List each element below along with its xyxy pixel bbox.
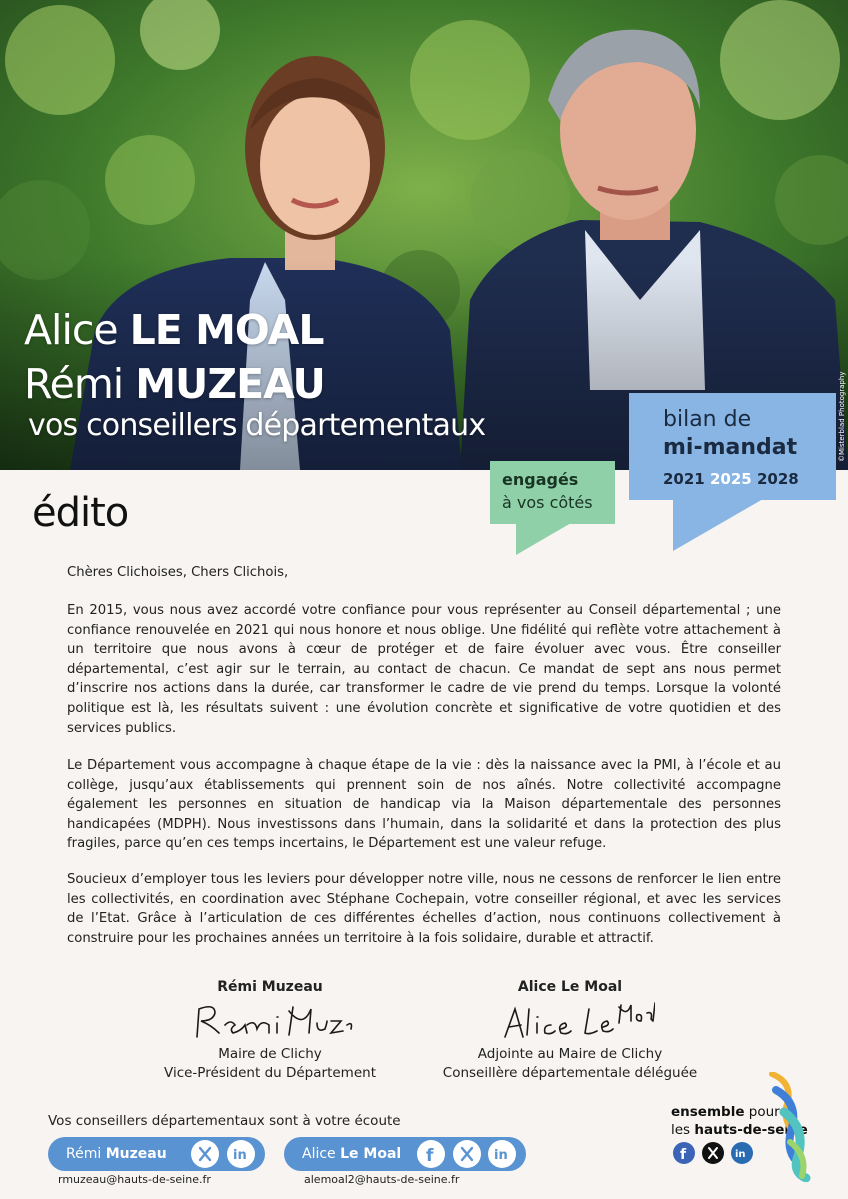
photo-credit: ©Misterblad Photography <box>838 371 846 462</box>
bilan-bubble <box>629 393 836 500</box>
ensemble-tagline: ensemble pour les hauts-de-seine <box>671 1104 808 1138</box>
paragraph-1: En 2015, vous nous avez accordé votre confiance pour vous représenter au Conseil départemental ; une confiance renouvelée en 2021 qui nous honore et nous oblige. Une fidélité qui reflète votre attachement à un territoire que nous avons à cœur de protéger et de faire évoluer avec vous. Être conseiller départemental, c’est agir sur le terrain, au contact de chacun. Ce mandat de sept ans nous permet d’inscrire nos actions dans la durée, car transformer le cadre de vie prend du temps. Lorsque la volonté politique est là, les résultats suivent : une évolution concrète et significative de votre quotidien et des services publics. <box>67 603 781 736</box>
role-remi-1: Maire de Clichy <box>218 1046 322 1062</box>
signature-remi <box>140 979 400 1083</box>
name-alice: Alice LE MOAL <box>24 306 324 354</box>
handwritten-signature-alice <box>485 999 655 1043</box>
hauts-de-seine-logo-icon <box>762 1072 812 1182</box>
linkedin-icon[interactable] <box>731 1142 753 1164</box>
linkedin-icon[interactable] <box>227 1140 255 1168</box>
contact-pill-alice <box>284 1137 526 1171</box>
signature-alice <box>440 979 700 1083</box>
paragraph-3: Soucieux d’employer tous les leviers pour développer notre ville, nous ne cessons de renforcer le lien entre les collectivités, en coordination avec Stéphane Cochepain, votre conseiller régional, et avec les services de l’Etat. Grâce à l’articulation de ces différentes échelles d’action, nous continuons collectivement à construire pour les prochaines années un territoire à la fois solidaire, durable et attractif. <box>67 872 781 946</box>
listening-text: Vos conseillers départementaux sont à votre écoute <box>48 1113 401 1129</box>
svg-text:f: f <box>426 1146 434 1166</box>
engages-line1: engagés <box>502 470 579 489</box>
engages-bubble-tail <box>516 523 571 555</box>
salutation: Chères Clichoises, Chers Clichois, <box>67 565 289 580</box>
paragraph-2: Le Département vous accompagne à chaque étape de la vie : dès la naissance avec la PMI, à l’école et au collège, jusqu’aux établissements qui prennent soin de nos aînés. Notre collectivité accompagne également les personnes en situation de handicap via la Maison départementale des personnes handicapées (MDPH). Nous investissons dans l’humain, dans la solidarité et dans la protection des plus fragiles, parce qu’en ces temps incertains, le Département est une valeur refuge. <box>67 758 781 852</box>
x-icon[interactable] <box>191 1140 219 1168</box>
svg-text:in: in <box>233 1148 247 1163</box>
contact-name-remi: Rémi Muzeau <box>66 1146 167 1162</box>
svg-text:in: in <box>735 1149 746 1160</box>
bilan-line1: bilan de <box>663 407 752 432</box>
bilan-years: 2021 2025 2028 <box>663 470 799 488</box>
name-remi: Rémi MUZEAU <box>24 360 325 408</box>
signer-name-remi: Rémi Muzeau <box>217 979 323 995</box>
svg-text:f: f <box>680 1147 687 1163</box>
contact-name-alice: Alice Le Moal <box>302 1146 402 1162</box>
handwritten-signature-remi <box>185 999 355 1043</box>
engages-line2: à vos côtés <box>502 493 593 512</box>
svg-text:in: in <box>494 1148 508 1163</box>
x-icon[interactable] <box>453 1140 481 1168</box>
role-remi-2: Vice-Président du Département <box>164 1065 376 1081</box>
hero-subtitle: vos conseillers départementaux <box>28 408 486 443</box>
edito-title: édito <box>32 490 129 536</box>
linkedin-icon[interactable] <box>488 1140 516 1168</box>
email-alice[interactable]: alemoal2@hauts-de-seine.fr <box>304 1173 460 1186</box>
role-alice-2: Conseillère départementale déléguée <box>442 1065 698 1081</box>
role-alice-1: Adjointe au Maire de Clichy <box>477 1046 663 1062</box>
contact-pill-remi <box>48 1137 265 1171</box>
email-remi[interactable]: rmuzeau@hauts-de-seine.fr <box>58 1173 211 1186</box>
facebook-icon[interactable] <box>673 1142 695 1164</box>
x-icon[interactable] <box>702 1142 724 1164</box>
facebook-icon[interactable] <box>417 1140 445 1168</box>
bilan-line2: mi-mandat <box>663 435 798 460</box>
engages-bubble <box>490 461 615 524</box>
bilan-bubble-tail <box>673 499 763 551</box>
signer-name-alice: Alice Le Moal <box>517 979 623 995</box>
